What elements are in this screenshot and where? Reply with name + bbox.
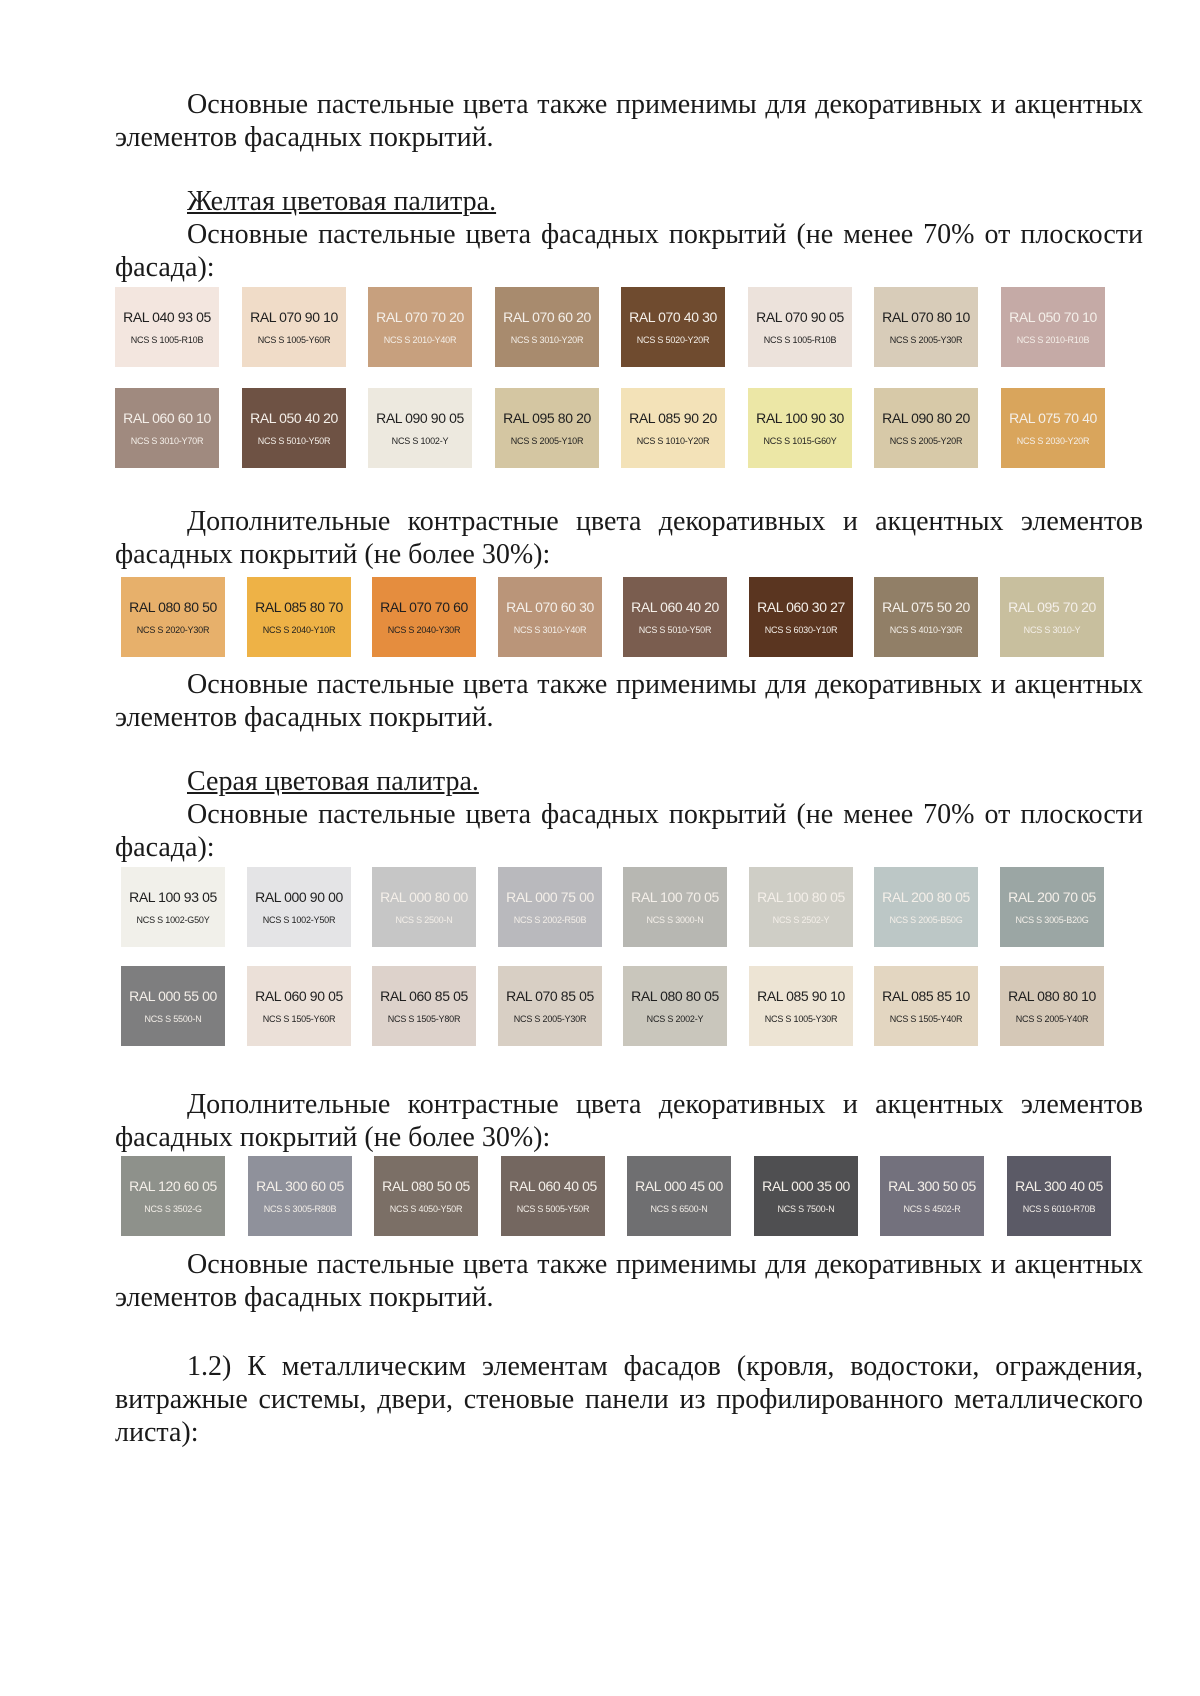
color-swatch bbox=[121, 1156, 225, 1236]
ncs-code: NCS S 2500-N bbox=[395, 914, 453, 925]
ral-code: RAL 075 50 20 bbox=[882, 598, 970, 615]
ncs-code: NCS S 1005-Y30R bbox=[764, 1013, 838, 1024]
color-swatch bbox=[247, 867, 351, 947]
paragraph-pastel-note-3 bbox=[115, 1248, 1143, 1314]
ncs-code: NCS S 1005-Y60R bbox=[257, 334, 331, 345]
color-swatch bbox=[121, 577, 225, 657]
color-swatch bbox=[1000, 577, 1104, 657]
ncs-code: NCS S 1002-G50Y bbox=[136, 914, 210, 925]
ncs-code: NCS S 1005-R10B bbox=[763, 334, 837, 345]
ral-code: RAL 050 40 20 bbox=[250, 409, 338, 426]
paragraph-line: Основные пастельные цвета фасадных покрытий (не менее 70% от плоскости bbox=[187, 799, 1143, 830]
color-swatch bbox=[121, 966, 225, 1046]
color-swatch bbox=[1000, 867, 1104, 947]
ncs-code: NCS S 2005-B50G bbox=[889, 914, 963, 925]
ncs-code: NCS S 5010-Y50R bbox=[257, 435, 331, 446]
ncs-code: NCS S 2040-Y10R bbox=[262, 624, 336, 635]
ncs-code: NCS S 3010-Y20R bbox=[510, 334, 584, 345]
ncs-code: NCS S 4010-Y30R bbox=[889, 624, 963, 635]
ral-code: RAL 000 55 00 bbox=[129, 987, 217, 1004]
ral-code: RAL 200 70 05 bbox=[1008, 888, 1096, 905]
ral-code: RAL 095 70 20 bbox=[1008, 598, 1096, 615]
paragraph-pastel-note-1 bbox=[115, 88, 1143, 154]
ncs-code: NCS S 3010-Y70R bbox=[130, 435, 204, 446]
ncs-code: NCS S 1505-Y80R bbox=[387, 1013, 461, 1024]
ral-code: RAL 090 90 05 bbox=[376, 409, 464, 426]
ncs-code: NCS S 2005-Y30R bbox=[889, 334, 963, 345]
ral-code: RAL 000 75 00 bbox=[506, 888, 594, 905]
ral-code: RAL 100 80 05 bbox=[757, 888, 845, 905]
color-swatch bbox=[621, 287, 725, 367]
color-swatch bbox=[247, 966, 351, 1046]
ral-code: RAL 070 40 30 bbox=[629, 308, 717, 325]
color-swatch bbox=[749, 966, 853, 1046]
color-swatch bbox=[121, 867, 225, 947]
ral-code: RAL 300 40 05 bbox=[1015, 1177, 1103, 1194]
color-swatch bbox=[874, 388, 978, 468]
ral-code: RAL 060 40 05 bbox=[509, 1177, 597, 1194]
ncs-code: NCS S 3005-R80B bbox=[263, 1203, 337, 1214]
ral-code: RAL 070 70 20 bbox=[376, 308, 464, 325]
ncs-code: NCS S 7500-N bbox=[777, 1203, 835, 1214]
color-swatch bbox=[242, 388, 346, 468]
color-swatch bbox=[372, 577, 476, 657]
ral-code: RAL 080 80 05 bbox=[631, 987, 719, 1004]
ral-code: RAL 060 30 27 bbox=[757, 598, 845, 615]
paragraph-line: Дополнительные контрастные цвета декоративных и акцентных элементов bbox=[187, 506, 1143, 537]
color-swatch bbox=[623, 867, 727, 947]
ral-code: RAL 100 70 05 bbox=[631, 888, 719, 905]
ral-code: RAL 300 60 05 bbox=[256, 1177, 344, 1194]
ral-code: RAL 050 70 10 bbox=[1009, 308, 1097, 325]
ral-code: RAL 070 60 30 bbox=[506, 598, 594, 615]
color-swatch bbox=[115, 287, 219, 367]
ral-code: RAL 000 90 00 bbox=[255, 888, 343, 905]
ncs-code: NCS S 1505-Y60R bbox=[262, 1013, 336, 1024]
color-swatch bbox=[874, 867, 978, 947]
ral-code: RAL 070 60 20 bbox=[503, 308, 591, 325]
ral-code: RAL 070 90 05 bbox=[756, 308, 844, 325]
ral-code: RAL 085 85 10 bbox=[882, 987, 970, 1004]
color-swatch bbox=[749, 867, 853, 947]
ncs-code: NCS S 1002-Y bbox=[391, 435, 449, 446]
color-swatch bbox=[495, 287, 599, 367]
paragraph-line: Основные пастельные цвета фасадных покрытий (не менее 70% от плоскости bbox=[187, 219, 1143, 250]
ral-code: RAL 070 80 10 bbox=[882, 308, 970, 325]
color-swatch bbox=[1001, 287, 1105, 367]
color-swatch bbox=[874, 577, 978, 657]
ncs-code: NCS S 2502-Y bbox=[772, 914, 830, 925]
color-swatch bbox=[495, 388, 599, 468]
paragraph-accent-colors-grey bbox=[115, 1088, 1143, 1154]
ral-code: RAL 070 85 05 bbox=[506, 987, 594, 1004]
ncs-code: NCS S 3005-B20G bbox=[1015, 914, 1089, 925]
ncs-code: NCS S 1505-Y40R bbox=[889, 1013, 963, 1024]
ncs-code: NCS S 2010-Y40R bbox=[383, 334, 457, 345]
ncs-code: NCS S 5005-Y50R bbox=[516, 1203, 590, 1214]
color-swatch bbox=[623, 966, 727, 1046]
ral-code: RAL 085 90 10 bbox=[757, 987, 845, 1004]
paragraph-accent-colors-yellow bbox=[115, 505, 1143, 571]
ncs-code: NCS S 3010-Y40R bbox=[513, 624, 587, 635]
grey-palette-heading: Серая цветовая палитра. bbox=[187, 766, 479, 797]
ral-code: RAL 000 35 00 bbox=[762, 1177, 850, 1194]
ncs-code: NCS S 1010-Y20R bbox=[636, 435, 710, 446]
color-swatch bbox=[623, 577, 727, 657]
ral-code: RAL 060 40 20 bbox=[631, 598, 719, 615]
ncs-code: NCS S 2005-Y10R bbox=[510, 435, 584, 446]
paragraph-line: витражные системы, двери, стеновые панели из профилированного металлического bbox=[115, 1384, 1143, 1415]
ncs-code: NCS S 2040-Y30R bbox=[387, 624, 461, 635]
ral-code: RAL 080 80 10 bbox=[1008, 987, 1096, 1004]
ral-code: RAL 060 60 10 bbox=[123, 409, 211, 426]
ral-code: RAL 040 93 05 bbox=[123, 308, 211, 325]
ncs-code: NCS S 2002-Y bbox=[646, 1013, 704, 1024]
color-swatch bbox=[874, 966, 978, 1046]
color-swatch bbox=[880, 1156, 984, 1236]
ncs-code: NCS S 5010-Y50R bbox=[638, 624, 712, 635]
color-swatch bbox=[749, 577, 853, 657]
ral-code: RAL 000 45 00 bbox=[635, 1177, 723, 1194]
color-swatch bbox=[1007, 1156, 1111, 1236]
ncs-code: NCS S 2030-Y20R bbox=[1016, 435, 1090, 446]
paragraph-line: фасадных покрытий (не более 30%): bbox=[115, 539, 551, 570]
color-swatch bbox=[374, 1156, 478, 1236]
paragraph-line: элементов фасадных покрытий. bbox=[115, 702, 494, 733]
ral-code: RAL 080 80 50 bbox=[129, 598, 217, 615]
paragraph-line: элементов фасадных покрытий. bbox=[115, 122, 494, 153]
ncs-code: NCS S 3502-G bbox=[144, 1203, 202, 1214]
paragraph-main-colors-grey bbox=[115, 798, 1143, 864]
color-swatch bbox=[498, 966, 602, 1046]
color-swatch bbox=[748, 287, 852, 367]
ncs-code: NCS S 5500-N bbox=[144, 1013, 202, 1024]
ral-code: RAL 300 50 05 bbox=[888, 1177, 976, 1194]
color-swatch bbox=[874, 287, 978, 367]
color-swatch bbox=[754, 1156, 858, 1236]
color-swatch bbox=[368, 388, 472, 468]
color-swatch bbox=[242, 287, 346, 367]
ncs-code: NCS S 4502-R bbox=[903, 1203, 961, 1214]
ral-code: RAL 100 93 05 bbox=[129, 888, 217, 905]
ncs-code: NCS S 1015-G60Y bbox=[763, 435, 837, 446]
paragraph-main-colors-yellow bbox=[115, 218, 1143, 284]
color-swatch bbox=[498, 577, 602, 657]
yellow-palette-heading: Желтая цветовая палитра. bbox=[187, 186, 497, 217]
ral-code: RAL 085 80 70 bbox=[255, 598, 343, 615]
paragraph-line: фасадных покрытий (не более 30%): bbox=[115, 1122, 551, 1153]
ncs-code: NCS S 2005-Y30R bbox=[513, 1013, 587, 1024]
ral-code: RAL 060 85 05 bbox=[380, 987, 468, 1004]
ral-code: RAL 070 70 60 bbox=[380, 598, 468, 615]
ncs-code: NCS S 2010-R10B bbox=[1016, 334, 1090, 345]
ral-code: RAL 100 90 30 bbox=[756, 409, 844, 426]
color-swatch bbox=[498, 867, 602, 947]
color-swatch bbox=[372, 867, 476, 947]
ral-code: RAL 085 90 20 bbox=[629, 409, 717, 426]
color-swatch bbox=[627, 1156, 731, 1236]
ncs-code: NCS S 6500-N bbox=[650, 1203, 708, 1214]
ral-code: RAL 080 50 05 bbox=[382, 1177, 470, 1194]
ncs-code: NCS S 6010-R70B bbox=[1022, 1203, 1096, 1214]
paragraph-line: фасада): bbox=[115, 252, 215, 283]
ral-code: RAL 075 70 40 bbox=[1009, 409, 1097, 426]
paragraph-line: Основные пастельные цвета также применимы для декоративных и акцентных bbox=[187, 1249, 1143, 1280]
color-swatch bbox=[372, 966, 476, 1046]
ncs-code: NCS S 3000-N bbox=[646, 914, 704, 925]
ncs-code: NCS S 6030-Y10R bbox=[764, 624, 838, 635]
ncs-code: NCS S 2020-Y30R bbox=[136, 624, 210, 635]
ral-code: RAL 070 90 10 bbox=[250, 308, 338, 325]
paragraph-pastel-note-2 bbox=[115, 668, 1143, 734]
paragraph-line: Основные пастельные цвета также применимы для декоративных и акцентных bbox=[187, 89, 1143, 120]
ncs-code: NCS S 1005-R10B bbox=[130, 334, 204, 345]
ncs-code: NCS S 2005-Y40R bbox=[1015, 1013, 1089, 1024]
ncs-code: NCS S 2005-Y20R bbox=[889, 435, 963, 446]
paragraph-line: Дополнительные контрастные цвета декоративных и акцентных элементов bbox=[187, 1089, 1143, 1120]
paragraph-line: листа): bbox=[115, 1417, 199, 1448]
color-swatch bbox=[247, 577, 351, 657]
paragraph-line: Основные пастельные цвета также применимы для декоративных и акцентных bbox=[187, 669, 1143, 700]
ncs-code: NCS S 3010-Y bbox=[1023, 624, 1081, 635]
color-swatch bbox=[748, 388, 852, 468]
color-swatch bbox=[248, 1156, 352, 1236]
ral-code: RAL 090 80 20 bbox=[882, 409, 970, 426]
paragraph-metal-elements bbox=[115, 1350, 1143, 1449]
ral-code: RAL 095 80 20 bbox=[503, 409, 591, 426]
paragraph-line: 1.2) К металлическим элементам фасадов (кровля, водостоки, ограждения, bbox=[187, 1351, 1143, 1382]
paragraph-line: фасада): bbox=[115, 832, 215, 863]
paragraph-line: элементов фасадных покрытий. bbox=[115, 1282, 494, 1313]
ncs-code: NCS S 5020-Y20R bbox=[636, 334, 710, 345]
color-swatch bbox=[115, 388, 219, 468]
color-swatch bbox=[368, 287, 472, 367]
color-swatch bbox=[1001, 388, 1105, 468]
color-swatch bbox=[1000, 966, 1104, 1046]
ral-code: RAL 060 90 05 bbox=[255, 987, 343, 1004]
ral-code: RAL 200 80 05 bbox=[882, 888, 970, 905]
color-swatch bbox=[621, 388, 725, 468]
ral-code: RAL 000 80 00 bbox=[380, 888, 468, 905]
ral-code: RAL 120 60 05 bbox=[129, 1177, 217, 1194]
ncs-code: NCS S 1002-Y50R bbox=[262, 914, 336, 925]
ncs-code: NCS S 2002-R50B bbox=[513, 914, 587, 925]
color-swatch bbox=[501, 1156, 605, 1236]
ncs-code: NCS S 4050-Y50R bbox=[389, 1203, 463, 1214]
